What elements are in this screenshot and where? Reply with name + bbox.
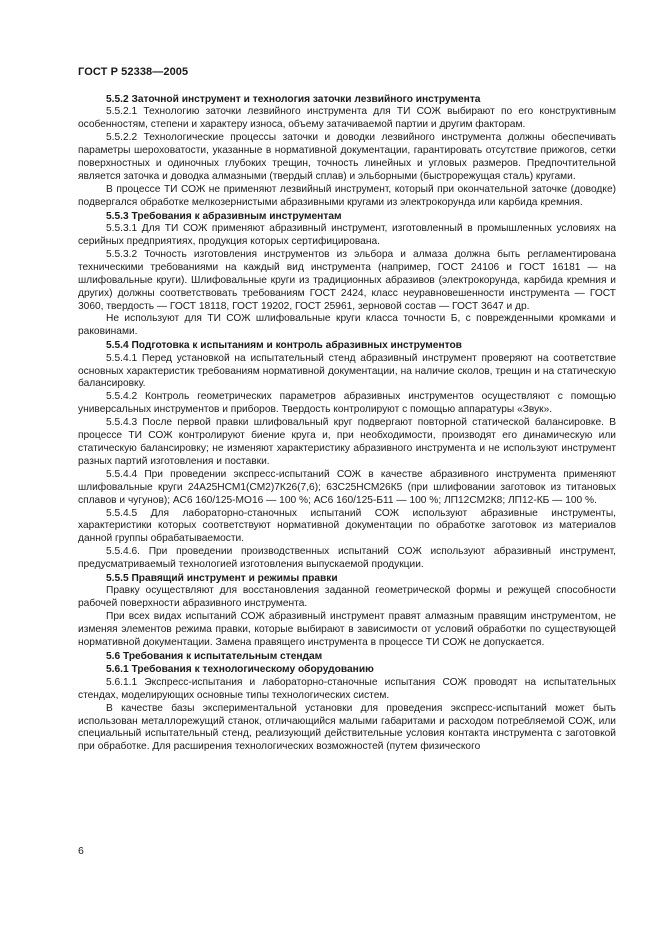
paragraph: В процессе ТИ СОЖ не применяют лезвийный инструмент, который при окончательной заточке (доводке) подвергался обработке мелкозернистыми абразивными кругами из электрокорунда или карбида кремния. bbox=[78, 183, 616, 208]
document-header: ГОСТ Р 52338—2005 bbox=[78, 66, 189, 78]
paragraph: 5.6.1.1 Экспресс-испытания и лабораторно-станочные испытания СОЖ проводят на испытательных стендах, моделирующих основные типы технологических систем. bbox=[78, 676, 616, 701]
paragraph: 5.5.4.4 При проведении экспресс-испытаний СОЖ в качестве абразивного инструмента применяют шлифовальные круги 24А25НСМ1(СМ2)7К26(7,6); 63С25НСМ26К5 (при шлифовании заготовок из титановых сплавов и чугунов); АС6 160/125-МО16 — 100 %; АС6 160/125-Б11 — 100 %; ЛП12СМ2К8; ЛП12-КБ — 100 %. bbox=[78, 468, 616, 506]
paragraph: 5.5.4.6. При проведении производственных испытаний СОЖ используют абразивный инструмент, предусматриваемый технологией изготовления выпускаемой продукции. bbox=[78, 546, 616, 571]
paragraph: Правку осуществляют для восстановления заданной геометрической формы и режущей способности рабочей поверхности абразивного инструмента. bbox=[78, 585, 616, 610]
paragraph: При всех видах испытаний СОЖ абразивный инструмент правят алмазным правящим инструментом, не изменяя элементов режима правки, которые выбирают в зависимости от условий обработки по существующей нормативной документации. Замена правящего инструмента в процессе ТИ СОЖ не допускается. bbox=[78, 611, 616, 649]
paragraph: 5.5.4.5 Для лабораторно-станочных испытаний СОЖ используют абразивные инструменты, характеристики которых соответствуют нормативной документации по обработке заготовок из материалов данной группы обрабатываемости. bbox=[78, 507, 616, 545]
paragraph: В качестве базы экспериментальной установки для проведения экспресс-испытаний может быть использован металлорежущий станок, отличающийся малыми габаритами и расходом потребляемой СОЖ, или специальный испытательный стенд, реализующий действительные условия контакта инструмента с заготовкой при обработке. Для расширения технологических возможностей (путем физического bbox=[78, 702, 616, 753]
document-body bbox=[78, 93, 616, 754]
page-number: 6 bbox=[78, 845, 84, 857]
section-heading: 5.6.1 Требования к технологическому оборудованию bbox=[106, 664, 374, 676]
section-heading: 5.5.4 Подготовка к испытаниям и контроль абразивных инструментов bbox=[106, 340, 462, 352]
section-heading: 5.5.5 Правящий инструмент и режимы правки bbox=[106, 573, 338, 585]
paragraph: 5.5.4.2 Контроль геометрических параметров абразивных инструментов осуществляют с помощью универсальных инструментов и приборов. Твердость контролируют с помощью аппаратуры «Звук». bbox=[78, 391, 616, 416]
paragraph: 5.5.4.3 После первой правки шлифовальный круг подвергают повторной статической балансировке. В процессе ТИ СОЖ контролируют биение круга и, при необходимости, производят его динамическую или статическую балансировку; не изменяют характеристику абразивного инструмента и не используют инструмент разных партий изготовления и поставки. bbox=[78, 417, 616, 467]
paragraph: Не используют для ТИ СОЖ шлифовальные круги класса точности Б, с поврежденными кромками и раковинами. bbox=[78, 313, 616, 338]
paragraph: 5.5.2.2 Технологические процессы заточки и доводки лезвийного инструмента должны обеспечивать параметры шероховатости, указанные в нормативной документации, гарантировать отсутствие прижогов, сетки поверхностных и одиночных глубоких трещин, точность линейных и угловых размеров. Предпочтительной является заточка и доводка алмазными (твердый сплав) и эльборными (быстрорежущая сталь) кругами. bbox=[78, 132, 616, 182]
section-heading: 5.5.2 Заточной инструмент и технология заточки лезвийного инструмента bbox=[106, 94, 481, 105]
section-heading: 5.6 Требования к испытательным стендам bbox=[106, 650, 323, 662]
paragraph: 5.5.3.2 Точность изготовления инструментов из эльбора и алмаза должна быть регламентирована техническими требованиями на каждый вид инструмента (например, ГОСТ 24106 и ГОСТ 16181 — на шлифовальные круги). Шлифовальные круги из традиционных абразивов (электрокорунда, карбида кремния и других) должны соответствовать требованиям ГОСТ 2424, класс неуравновешенности инструмента — ГОСТ 3060, твердость — ГОСТ 18118, ГОСТ 19202, ГОСТ 25961, зерновой состав — ГОСТ 3647 и др. bbox=[78, 248, 616, 312]
paragraph: 5.5.4.1 Перед установкой на испытательный стенд абразивный инструмент проверяют на соответствие основных характеристик требованиям нормативной документации, на наличие сколов, трещин и на статическую балансировку. bbox=[78, 352, 616, 390]
paragraph: 5.5.2.1 Технологию заточки лезвийного инструмента для ТИ СОЖ выбирают по его конструктивным особенностям, степени и характеру износа, объему затачиваемой партии и другим факторам. bbox=[78, 106, 616, 131]
paragraph: 5.5.3.1 Для ТИ СОЖ применяют абразивный инструмент, изготовленный в промышленных условиях на серийных предприятиях, продукция которых сертифицирована. bbox=[78, 223, 616, 247]
section-heading: 5.5.3 Требования к абразивным инструментам bbox=[106, 210, 342, 222]
